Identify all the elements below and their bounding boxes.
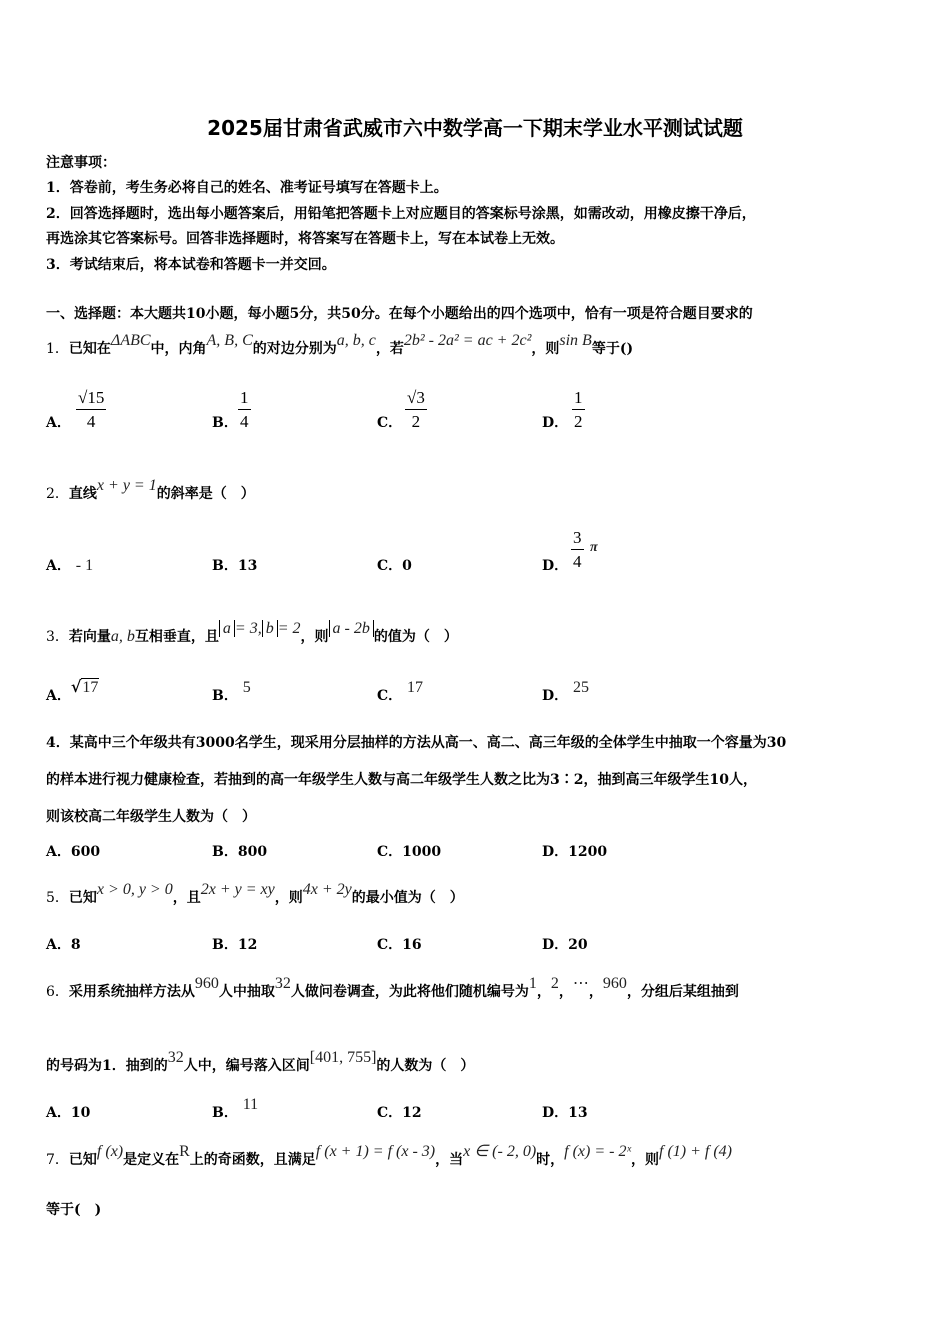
q3-c-label: C． bbox=[377, 688, 403, 704]
q6-math-total: 960 bbox=[194, 975, 219, 992]
q6-text: 的号码为1．抽到的 bbox=[46, 1058, 168, 1074]
q3-option-d bbox=[542, 679, 590, 705]
q3-option-a bbox=[46, 677, 99, 705]
q2-d-pi: π bbox=[590, 540, 598, 555]
page-title: 2025届甘肃省武威市六中数学高一下期末学业水平测试试题 bbox=[207, 116, 743, 140]
q6-sep: ， bbox=[558, 984, 573, 1000]
q7-math-periodic: f (x + 1) = f (x - 3) bbox=[315, 1143, 436, 1160]
q7-text: 是定义在 bbox=[123, 1152, 180, 1168]
q6-text: 人中抽取 bbox=[218, 984, 275, 1000]
q6-option-a bbox=[46, 1102, 90, 1122]
question-4-line-3: 则该校高二年级学生人数为（ ） bbox=[46, 809, 256, 825]
q2-a-label: A． bbox=[46, 558, 71, 574]
q1-a-numerator: √15 bbox=[78, 388, 105, 407]
q6-math-last: 960 bbox=[602, 975, 627, 992]
section-heading: 一、选择题：本大题共10小题，每小题5分，共50分。在每个小题给出的四个选项中，恰有一项是符合题目要求的 bbox=[46, 306, 753, 322]
q3-text: 互相垂直，且 bbox=[134, 629, 219, 645]
q6-math-first: 1 bbox=[528, 975, 537, 992]
q5-number: 5． bbox=[46, 890, 69, 906]
q1-option-c-value bbox=[405, 388, 427, 432]
question-4-line-1: 4．某高中三个年级共有3000名学生，现采用分层抽样的方法从高一、高二、高三年级的全体学生中抽取一个容量为30 bbox=[46, 735, 787, 751]
q5-option-d: D．20 bbox=[542, 937, 588, 953]
q1-math-triangle: ΔABC bbox=[110, 332, 151, 349]
q5-text: ，则 bbox=[274, 890, 303, 906]
q1-option-c-label: C． bbox=[377, 415, 403, 431]
q4-option-a: A．600 bbox=[46, 844, 101, 860]
q1-math-sinb: sin B bbox=[559, 332, 592, 349]
question-5 bbox=[46, 881, 464, 907]
q3-d-value: 25 bbox=[573, 679, 590, 696]
q2-option-d-value bbox=[571, 528, 584, 572]
q5-math-expression: 4x + 2y bbox=[302, 881, 352, 898]
q3-b-label: B． bbox=[212, 688, 238, 704]
q3-b-value: 5 bbox=[242, 679, 251, 696]
q6-math-sample: 32 bbox=[274, 975, 291, 992]
q1-math-angles: A, B, C bbox=[206, 332, 253, 349]
q5-math-equation: 2x + y = xy bbox=[200, 881, 275, 898]
note-1: 1．答卷前，考生务必将自己的姓名、准考证号填写在答题卡上。 bbox=[46, 180, 448, 196]
q1-option-a-label: A． bbox=[46, 415, 71, 431]
q3-option-c bbox=[377, 679, 424, 705]
q3-option-b bbox=[212, 679, 251, 705]
q1-b-denominator: 4 bbox=[238, 409, 251, 432]
q1-a-denominator: 4 bbox=[76, 409, 106, 432]
q7-text: 时， bbox=[536, 1152, 565, 1168]
q2-math-line: x + y = 1 bbox=[96, 477, 157, 494]
q7-text: ，当 bbox=[435, 1152, 464, 1168]
q6-option-c bbox=[377, 1102, 422, 1122]
q3-norm-a: a bbox=[219, 620, 235, 637]
q2-b-label: B． bbox=[212, 558, 238, 574]
q7-math-function: f (x) bbox=[96, 1143, 124, 1160]
q6-b-value: 11 bbox=[242, 1096, 259, 1113]
q3-text: 的值为（ ） bbox=[373, 629, 458, 645]
q1-d-numerator: 1 bbox=[574, 388, 583, 407]
q2-option-a bbox=[46, 555, 93, 575]
q1-text: 的对边分别为 bbox=[252, 341, 337, 357]
q6-d-label: D． bbox=[542, 1105, 569, 1121]
q7-math-reals: R bbox=[179, 1143, 190, 1160]
question-2 bbox=[46, 477, 255, 503]
q6-option-b bbox=[212, 1096, 259, 1122]
q3-c-value: 17 bbox=[407, 679, 424, 696]
q6-c-label: C． bbox=[377, 1105, 403, 1121]
q6-d-value: 13 bbox=[568, 1105, 588, 1121]
q1-d-denominator: 2 bbox=[572, 409, 585, 432]
q6-text: 采用系统抽样方法从 bbox=[68, 984, 195, 1000]
q6-text: 的人数为（ ） bbox=[376, 1058, 475, 1074]
q5-option-c: C．16 bbox=[377, 937, 422, 953]
q6-sep: ， bbox=[588, 984, 603, 1000]
question-4-line-2: 的样本进行视力健康检查，若抽到的高一年级学生人数与高二年级学生人数之比为3∶2，抽到高三年级学生10人， bbox=[46, 772, 757, 788]
q1-text: 已知在 bbox=[68, 341, 111, 357]
q6-text: 人做问卷调查，为此将他们随机编号为 bbox=[290, 984, 529, 1000]
q5-text: 的最小值为（ ） bbox=[351, 890, 464, 906]
q1-math-sides: a, b, c bbox=[336, 332, 376, 349]
q7-number: 7． bbox=[46, 1152, 69, 1168]
q1-c-numerator: √3 bbox=[407, 388, 425, 407]
q6-math-second: 2 bbox=[550, 975, 559, 992]
notes-header: 注意事项： bbox=[46, 155, 116, 171]
q1-option-b-label: B． bbox=[212, 415, 238, 431]
q1-text: 中，内角 bbox=[150, 341, 207, 357]
q1-number: 1． bbox=[46, 341, 69, 357]
q6-sep: ， bbox=[536, 984, 551, 1000]
question-3 bbox=[46, 620, 458, 646]
q2-text: 直线 bbox=[68, 486, 97, 502]
q1-option-d-label: D． bbox=[542, 415, 569, 431]
q7-math-domain: x ∈ (- 2, 0) bbox=[463, 1143, 537, 1160]
q7-math-definition: f (x) = - 2ˣ bbox=[564, 1143, 631, 1160]
q2-c-label: C． bbox=[377, 558, 403, 574]
question-7 bbox=[46, 1143, 732, 1169]
q4-option-d: D．1200 bbox=[542, 844, 608, 860]
q2-option-c bbox=[377, 555, 412, 575]
q2-option-b bbox=[212, 555, 257, 575]
q3-a-root: √ bbox=[70, 677, 82, 696]
q6-b-label: B． bbox=[212, 1105, 238, 1121]
q3-norm-b-value: = 2 bbox=[277, 620, 301, 637]
q3-number: 3． bbox=[46, 629, 69, 645]
q1-c-denominator: 2 bbox=[405, 409, 427, 432]
q7-math-sum: f (1) + f (4) bbox=[659, 1143, 732, 1160]
q3-math-norms bbox=[219, 620, 301, 637]
q6-a-label: A． bbox=[46, 1105, 71, 1121]
q6-option-d bbox=[542, 1102, 588, 1122]
q6-math-sample-2: 32 bbox=[167, 1049, 184, 1066]
q3-math-vectors: a, b bbox=[110, 628, 135, 645]
q2-option-d-label: D． bbox=[542, 558, 569, 574]
note-2a: 2．回答选择题时，选出每小题答案后，用铅笔把答题卡上对应题目的答案标号涂黑，如需改动，用橡皮擦干净后， bbox=[46, 206, 756, 222]
q2-d-denominator: 4 bbox=[571, 549, 584, 572]
q3-norm-b: b bbox=[262, 620, 278, 637]
q6-number: 6． bbox=[46, 984, 69, 1000]
q1-math-equation: 2b² - 2a² = ac + 2c² bbox=[403, 332, 532, 349]
q7-text: ，则 bbox=[631, 1152, 659, 1168]
q1-option-a-value bbox=[76, 388, 106, 432]
q1-b-numerator: 1 bbox=[240, 388, 249, 407]
note-3: 3．考试结束后，将本试卷和答题卡一并交回。 bbox=[46, 257, 336, 273]
q2-c-value: 0 bbox=[402, 558, 412, 574]
q1-option-b-value bbox=[238, 388, 251, 432]
q6-a-value: 10 bbox=[70, 1105, 91, 1121]
q2-number: 2． bbox=[46, 486, 69, 502]
q3-a-label: A． bbox=[46, 688, 71, 704]
q3-math-expression: a - 2b bbox=[329, 620, 374, 637]
q2-text: 的斜率是（ ） bbox=[156, 486, 255, 502]
q5-option-a: A．8 bbox=[46, 937, 81, 953]
q1-text: ，则 bbox=[531, 341, 560, 357]
q1-option-d-value bbox=[572, 388, 585, 432]
q3-a-value: 17 bbox=[82, 679, 99, 696]
question-6-line-2 bbox=[46, 1049, 475, 1075]
q4-option-c: C．1000 bbox=[377, 844, 442, 860]
q6-math-ellipsis: ⋯ bbox=[572, 975, 589, 992]
q6-text: ，分组后某组抽到 bbox=[626, 984, 739, 1000]
question-6-line-1 bbox=[46, 975, 739, 1001]
q5-math-condition: x > 0, y > 0 bbox=[96, 881, 173, 898]
q5-text: ，且 bbox=[172, 890, 201, 906]
q2-d-numerator: 3 bbox=[573, 528, 582, 547]
note-2b: 再选涂其它答案标号。回答非选择题时，将答案写在答题卡上，写在本试卷上无效。 bbox=[46, 231, 564, 247]
q1-text: ，若 bbox=[375, 341, 404, 357]
q6-c-value: 12 bbox=[402, 1105, 422, 1121]
q5-text: 已知 bbox=[68, 890, 97, 906]
q6-math-interval: [401, 755] bbox=[309, 1049, 377, 1066]
question-1 bbox=[46, 332, 634, 358]
q1-text: 等于() bbox=[591, 341, 634, 357]
q3-text: ，则 bbox=[300, 629, 329, 645]
q7-text: 上的奇函数，且满足 bbox=[189, 1152, 316, 1168]
q2-a-value: - 1 bbox=[75, 557, 94, 574]
q3-d-label: D． bbox=[542, 688, 569, 704]
q4-option-b: B．800 bbox=[212, 844, 268, 860]
q5-option-b: B．12 bbox=[212, 937, 258, 953]
question-7-line-2: 等于( ) bbox=[46, 1202, 102, 1218]
q7-text: 已知 bbox=[68, 1152, 97, 1168]
q3-text: 若向量 bbox=[68, 629, 111, 645]
q6-text: 人中，编号落入区间 bbox=[183, 1058, 310, 1074]
q2-b-value: 13 bbox=[237, 558, 258, 574]
q3-norm-a-value: = 3, bbox=[234, 620, 262, 637]
